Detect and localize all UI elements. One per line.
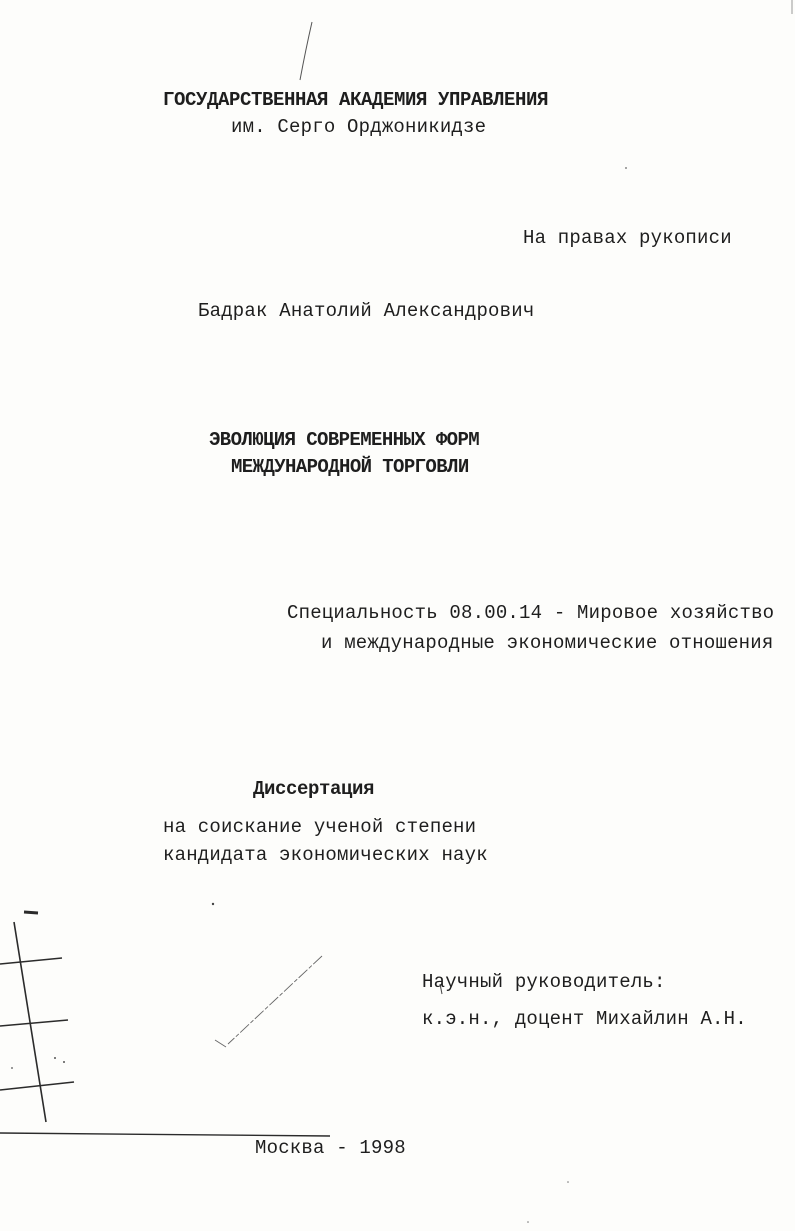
thesis-title-line-1: ЭВОЛЮЦИЯ СОВРЕМЕННЫХ ФОРМ bbox=[209, 429, 480, 451]
rights-note: На правах рукописи bbox=[523, 227, 732, 249]
thesis-title-line-2: МЕЖДУНАРОДНОЙ ТОРГОВЛИ bbox=[231, 456, 469, 478]
supervisor-label: Научный руководитель: bbox=[422, 971, 666, 993]
specialty-line-1: Специальность 08.00.14 - Мировое хозяйство bbox=[287, 602, 775, 624]
dissertation-degree-line-2: кандидата экономических наук bbox=[163, 844, 488, 866]
institution-name: ГОСУДАРСТВЕННАЯ АКАДЕМИЯ УПРАВЛЕНИЯ bbox=[163, 89, 549, 111]
dissertation-label: Диссертация bbox=[253, 778, 375, 800]
institution-subtitle: им. Серго Орджоникидзе bbox=[231, 116, 487, 138]
supervisor-name: к.э.н., доцент Михайлин А.Н. bbox=[422, 1008, 747, 1030]
dissertation-degree-line-1: на соискание ученой степени bbox=[163, 816, 477, 838]
city-year: Москва - 1998 bbox=[255, 1137, 406, 1159]
specialty-line-2: и международные экономические отношения bbox=[321, 632, 774, 654]
author-name: Бадрак Анатолий Александрович bbox=[198, 300, 535, 322]
